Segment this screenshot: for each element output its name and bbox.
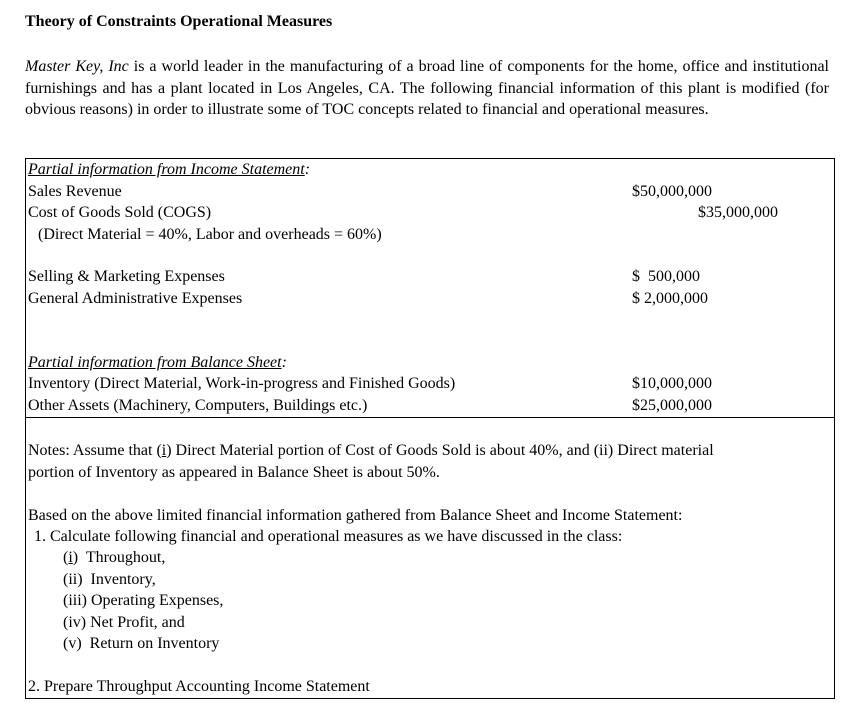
company-name: Master Key, Inc (25, 58, 129, 75)
inventory-value: $10,000,000 (632, 375, 712, 392)
tasks-intro: Based on the above limited financial information gathered from Balance Sheet and Income Statement: (28, 507, 683, 524)
intro-text: is a world leader in the manufacturing of a broad line of components for the home, office and institutional furnishings and has a plant located in Los Angeles, CA. The following financial information of this plant is modified (for obvious reasons) in order to illustrate some of TOC concepts related to financial and operational measures. (25, 58, 830, 118)
measure-item: (iv) Net Profit, and (63, 614, 185, 631)
financial-info-box (25, 158, 835, 418)
cogs-label: Cost of Goods Sold (COGS) (28, 204, 212, 221)
selling-marketing-value: $ 500,000 (632, 268, 700, 285)
notes-line-2: portion of Inventory as appeared in Balance Sheet is about 50%. (28, 464, 440, 481)
inventory-label: Inventory (Direct Material, Work-in-progress and Finished Goods) (28, 375, 456, 392)
notes-line-1: Notes: Assume that (i) Direct Material portion of Cost of Goods Sold is about 40%, and (ii) Direct material (28, 442, 714, 459)
cogs-value: $35,000,000 (698, 204, 778, 221)
other-assets-label: Other Assets (Machinery, Computers, Buildings etc.) (28, 397, 368, 414)
balance-heading: Partial information from Balance Sheet: (28, 354, 287, 371)
notes-tasks-box (25, 418, 835, 699)
intro-paragraph (25, 56, 829, 121)
measure-item: (i) Throughout, (63, 549, 166, 566)
measure-item: (ii) Inventory, (63, 571, 156, 588)
question-2: 2. Prepare Throughput Accounting Income Statement (28, 678, 370, 695)
cogs-breakdown-note: (Direct Material = 40%, Labor and overheads = 60%) (38, 226, 382, 243)
other-assets-value: $25,000,000 (632, 397, 712, 414)
document-title: Theory of Constraints Operational Measures (25, 13, 333, 30)
income-heading: Partial information from Income Statement: (28, 161, 311, 178)
sales-revenue-label: Sales Revenue (28, 183, 122, 200)
measure-item: (v) Return on Inventory (63, 635, 220, 652)
general-admin-value: $ 2,000,000 (632, 290, 708, 307)
measure-item: (iii) Operating Expenses, (63, 592, 224, 609)
sales-revenue-value: $50,000,000 (632, 183, 712, 200)
question-1: 1. Calculate following financial and operational measures as we have discussed in the class: (34, 528, 623, 545)
selling-marketing-label: Selling & Marketing Expenses (28, 268, 225, 285)
general-admin-label: General Administrative Expenses (28, 290, 243, 307)
